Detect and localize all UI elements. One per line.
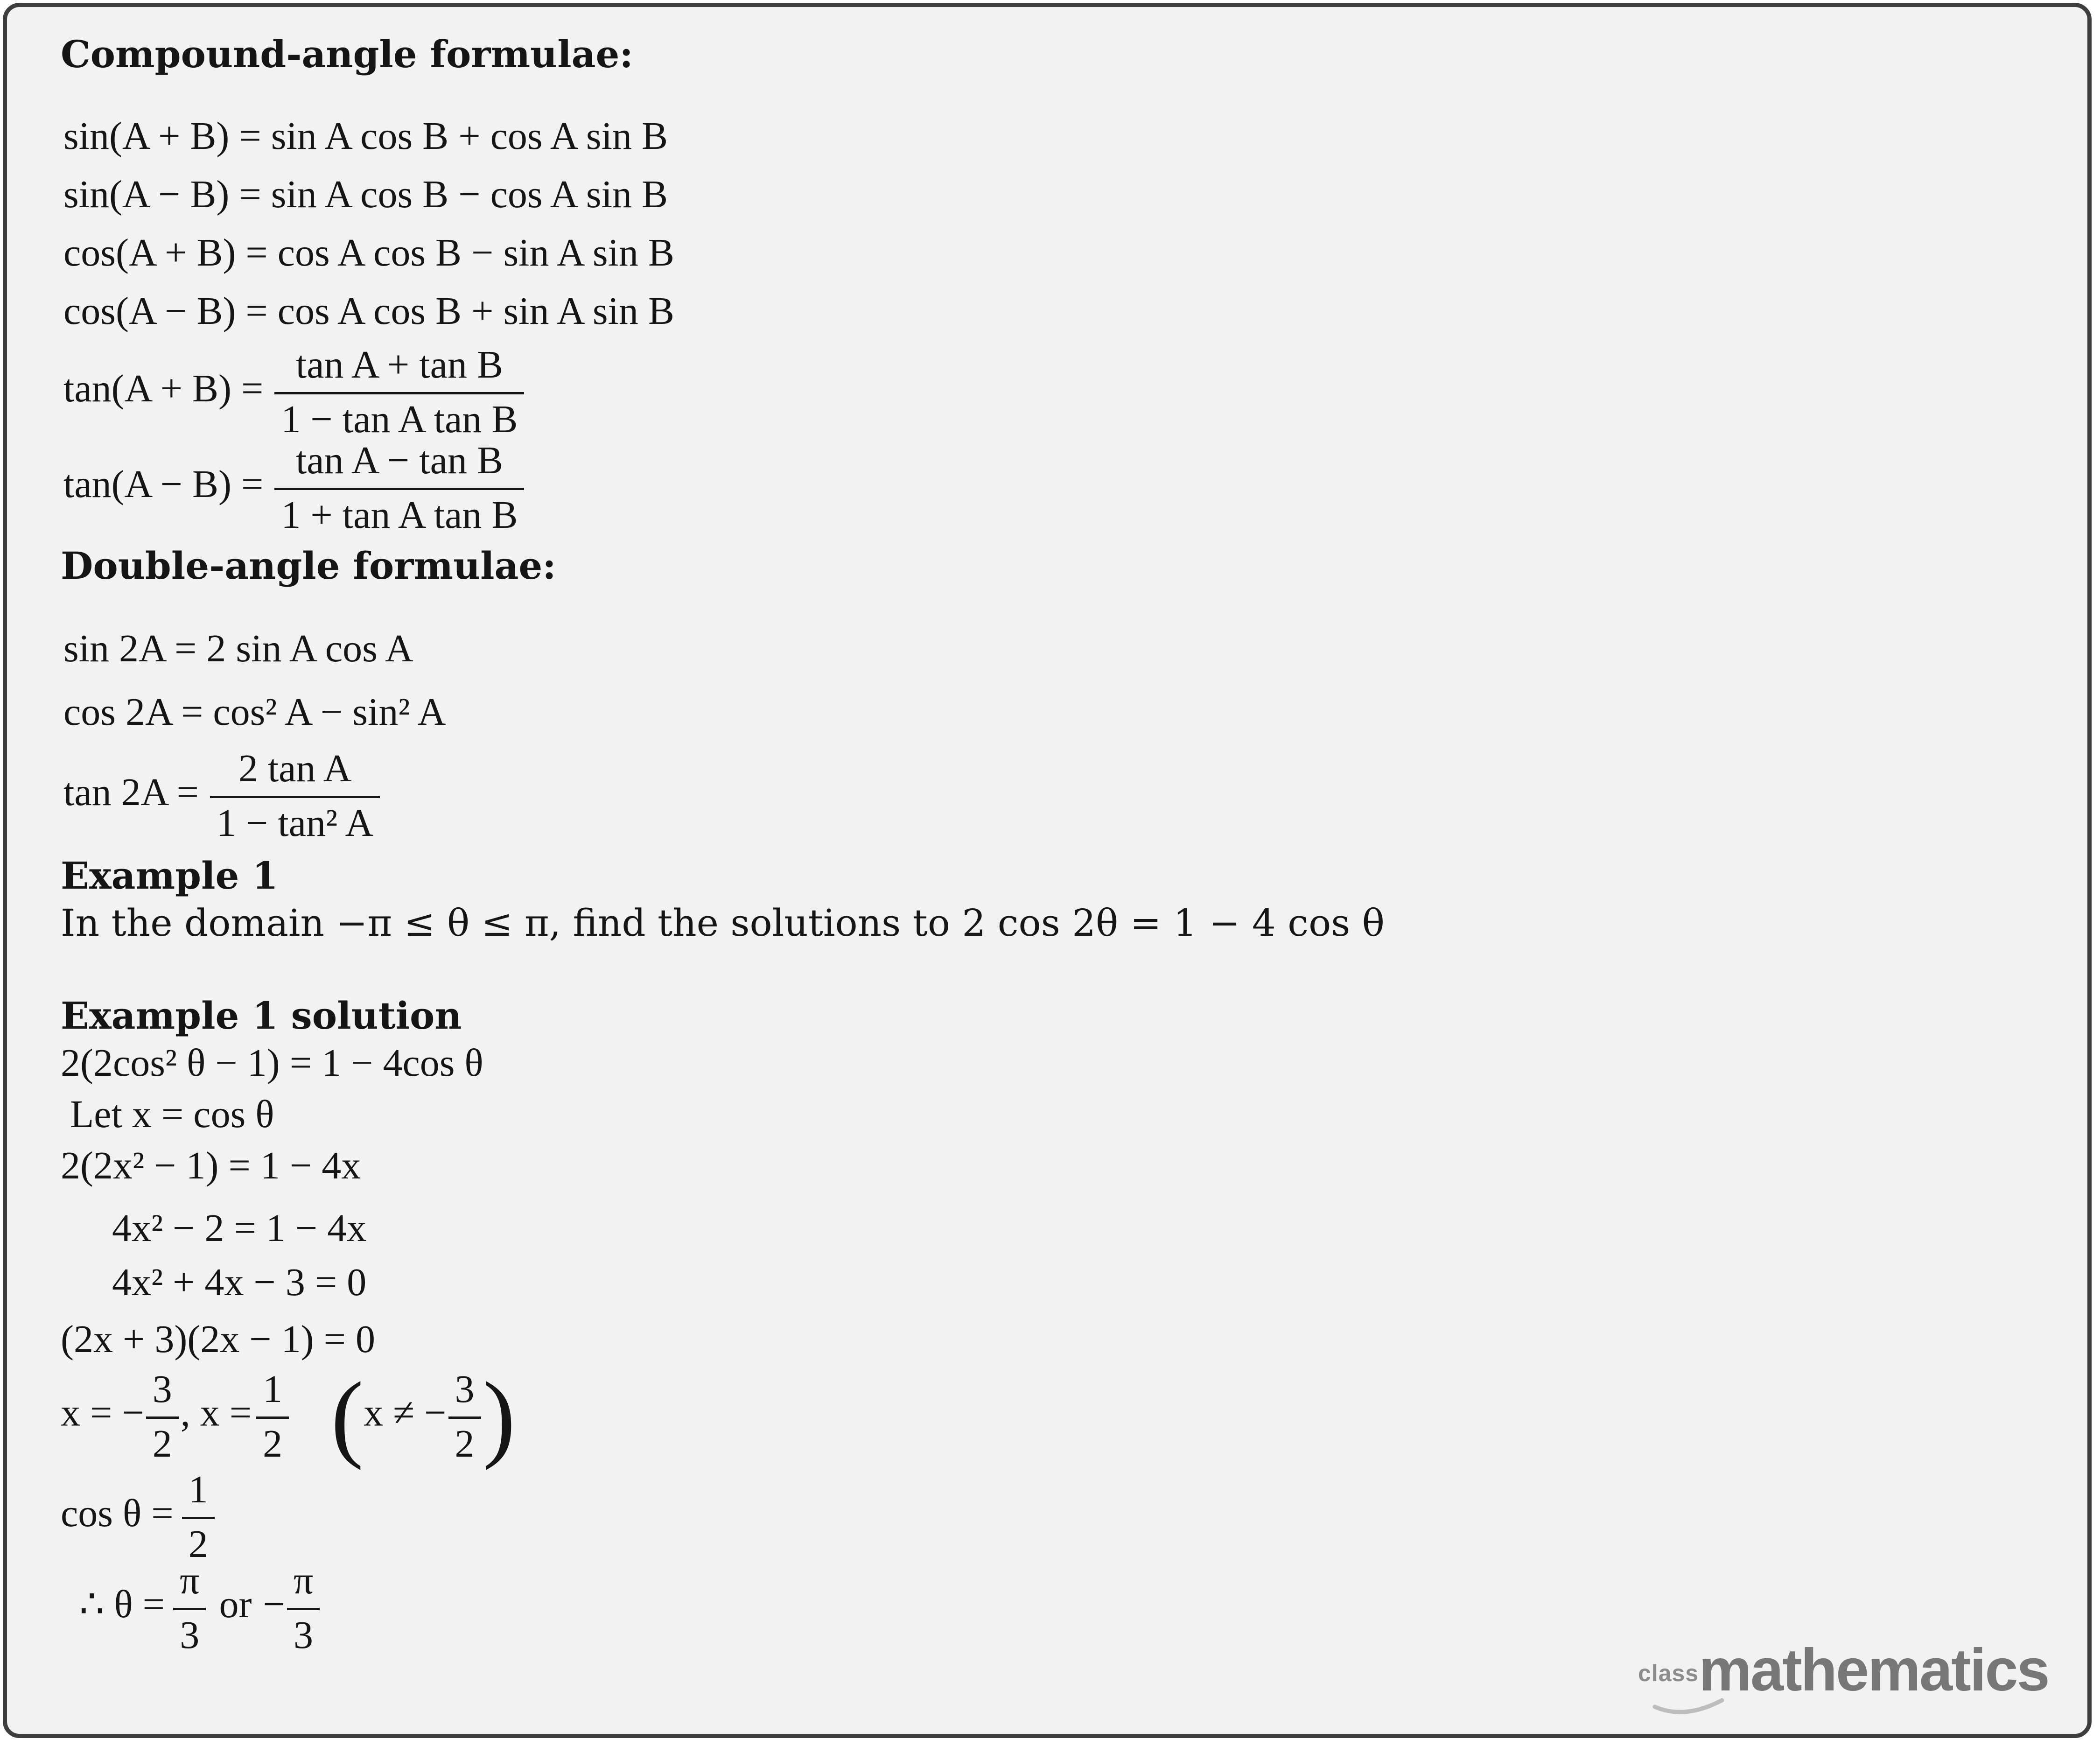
theta-1-denominator: 3 xyxy=(173,1608,206,1655)
formula-tan-sum xyxy=(63,345,529,439)
formula-tan-diff xyxy=(63,441,529,535)
solution-line-3: 2(2x² − 1) = 1 − 4x xyxy=(61,1144,361,1187)
solution-roots xyxy=(61,1362,516,1471)
solution-line-6: (2x + 3)(2x − 1) = 0 xyxy=(61,1318,376,1361)
tan-sum-denominator: 1 − tan A tan B xyxy=(274,392,524,439)
tan-diff-denominator: 1 + tan A tan B xyxy=(274,488,524,535)
root-1-fraction xyxy=(146,1367,179,1466)
tan2a-denominator: 1 − tan² A xyxy=(210,796,380,843)
formula-sin2a: sin 2A = 2 sin A cos A xyxy=(63,627,413,670)
solution-line-4: 4x² − 2 = 1 − 4x xyxy=(112,1206,367,1250)
tan-diff-lhs: tan(A − B) = xyxy=(63,462,264,506)
formula-sin-diff: sin(A − B) = sin A cos B − cos A sin B xyxy=(63,173,668,216)
tan-diff-fraction xyxy=(274,441,524,535)
cos-theta-numerator: 1 xyxy=(188,1468,208,1511)
heading-compound-angle: Compound-angle formulae: xyxy=(61,32,633,76)
theta-2-numerator: π xyxy=(293,1559,314,1602)
logo-swoosh-icon xyxy=(1652,1691,1741,1719)
exclusion-lhs: x ≠ − xyxy=(364,1391,447,1435)
theta-1-numerator: π xyxy=(180,1559,200,1602)
classmathematics-logo xyxy=(1638,1636,2049,1704)
exclusion-fraction xyxy=(448,1367,481,1466)
tan2a-numerator: 2 tan A xyxy=(238,747,352,790)
formula-cos-diff: cos(A − B) = cos A cos B + sin A sin B xyxy=(63,289,674,333)
formula-cos2a: cos 2A = cos² A − sin² A xyxy=(63,690,446,734)
example-question: In the domain −π ≤ θ ≤ π, find the solutions to 2 cos 2θ = 1 − 4 cos θ xyxy=(61,901,1385,945)
logo-mathematics-text: mathematics xyxy=(1699,1637,2049,1704)
formula-sin-sum: sin(A + B) = sin A cos B + cos A sin B xyxy=(63,114,668,158)
minus-sign: − xyxy=(263,1582,285,1626)
logo-class-text: class xyxy=(1638,1660,1699,1686)
solution-line-5: 4x² + 4x − 3 = 0 xyxy=(112,1261,367,1304)
tan-sum-fraction xyxy=(274,345,524,439)
theta-1-fraction xyxy=(173,1561,206,1655)
right-paren: ) xyxy=(483,1362,516,1471)
solution-cos-theta xyxy=(61,1470,217,1564)
root-1-denominator: 2 xyxy=(146,1416,179,1464)
root-2-lhs: , x = xyxy=(180,1391,252,1435)
heading-double-angle: Double-angle formulae: xyxy=(61,544,556,588)
tan2a-fraction xyxy=(210,749,380,843)
left-paren: ( xyxy=(331,1362,364,1471)
solution-theta-answer xyxy=(79,1561,322,1655)
root-2-numerator: 1 xyxy=(263,1367,283,1411)
therefore-lhs: ∴ θ = xyxy=(79,1582,165,1626)
formula-tan2a xyxy=(63,749,385,843)
tan-sum-numerator: tan A + tan B xyxy=(295,343,503,386)
root-2-denominator: 2 xyxy=(256,1416,289,1464)
or-word: or xyxy=(219,1582,252,1626)
root-1-numerator: 3 xyxy=(152,1367,172,1411)
formula-cos-sum: cos(A + B) = cos A cos B − sin A sin B xyxy=(63,231,674,274)
heading-solution: Example 1 solution xyxy=(61,994,462,1038)
tan2a-lhs: tan 2A = xyxy=(63,770,199,814)
cos-theta-denominator: 2 xyxy=(182,1517,215,1564)
theta-2-fraction xyxy=(287,1561,320,1655)
tan-sum-lhs: tan(A + B) = xyxy=(63,366,264,410)
solution-line-1: 2(2cos² θ − 1) = 1 − 4cos θ xyxy=(61,1041,483,1085)
cos-theta-lhs: cos θ = xyxy=(61,1491,174,1535)
tan-diff-numerator: tan A − tan B xyxy=(295,439,503,482)
heading-example: Example 1 xyxy=(61,854,278,898)
root-1-lhs: x = − xyxy=(61,1391,144,1435)
solution-line-2: Let x = cos θ xyxy=(70,1093,274,1136)
cos-theta-fraction xyxy=(182,1470,215,1564)
exclusion-denominator: 2 xyxy=(448,1416,481,1464)
root-2-fraction xyxy=(256,1367,289,1466)
exclusion-numerator: 3 xyxy=(455,1367,475,1411)
theta-2-denominator: 3 xyxy=(287,1608,320,1655)
